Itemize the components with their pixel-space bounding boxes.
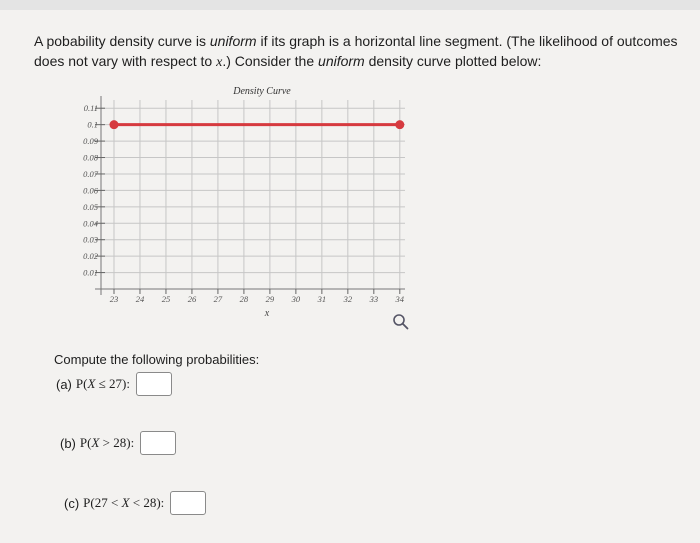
x-tick-label: 31 xyxy=(317,294,327,304)
question-a xyxy=(56,372,172,396)
question-a-variable: X xyxy=(87,376,96,391)
question-b-expression xyxy=(80,435,134,451)
intro-text-3: .) Consider the xyxy=(222,53,319,69)
density-endpoint xyxy=(395,120,404,129)
y-tick-label: 0.07 xyxy=(83,168,98,179)
question-b-variable: X xyxy=(91,435,100,450)
y-tick-label: 0.06 xyxy=(83,185,98,196)
question-a-expr-pre: P( xyxy=(75,376,88,391)
question-b-expr-pre: P( xyxy=(79,435,92,450)
question-c-expression xyxy=(83,495,164,511)
question-c-expr-pre: P(27 < xyxy=(83,495,122,510)
y-tick-label: 0.04 xyxy=(83,218,98,229)
y-tick-label: 0.01 xyxy=(83,267,98,278)
question-c-variable: X xyxy=(121,495,130,510)
question-c xyxy=(64,491,206,515)
question-a-label: (a) xyxy=(56,376,72,392)
y-tick-label: 0.02 xyxy=(83,251,98,262)
y-tick-label: 0.09 xyxy=(83,136,98,147)
question-b xyxy=(60,431,176,455)
y-tick-label: 0.05 xyxy=(83,201,98,212)
x-tick-label: 24 xyxy=(135,294,145,304)
magnifier-icon[interactable] xyxy=(392,313,410,331)
y-tick-label: 0.1 xyxy=(87,119,98,130)
question-b-label: (b) xyxy=(60,435,76,451)
intro-variable: x xyxy=(216,55,223,70)
question-c-expr-post: < 28): xyxy=(129,495,165,510)
y-tick-label: 0.08 xyxy=(83,152,98,163)
question-a-expression xyxy=(76,376,130,392)
x-tick-label: 27 xyxy=(213,294,223,304)
x-tick-label: 34 xyxy=(395,294,405,304)
y-tick-label: 0.03 xyxy=(83,234,98,245)
answer-input-c[interactable] xyxy=(170,491,206,515)
questions-prompt: Compute the following probabilities: xyxy=(54,352,260,367)
answer-input-b[interactable] xyxy=(140,431,176,455)
x-tick-labels xyxy=(110,289,405,304)
chart-series xyxy=(109,120,404,129)
x-tick-label: 32 xyxy=(343,294,353,304)
intro-text-2: if its graph is a horizontal line segment. (The likelihood of outcomes does not vary with respect to xyxy=(34,33,678,69)
x-tick-label: 25 xyxy=(161,294,171,304)
x-tick-label: 33 xyxy=(369,294,379,304)
density-endpoint xyxy=(109,120,118,129)
x-tick-label: 26 xyxy=(187,294,197,304)
chart-title: Density Curve xyxy=(233,86,291,97)
x-tick-label: 30 xyxy=(291,294,301,304)
y-tick-label: 0.11 xyxy=(83,103,98,114)
intro-emphasis-1: uniform xyxy=(209,33,257,49)
chart-grid xyxy=(101,100,405,289)
question-b-expr-post: > 28): xyxy=(99,435,135,450)
x-axis-label: x xyxy=(264,308,270,319)
x-tick-label: 23 xyxy=(109,294,119,304)
y-tick-labels xyxy=(83,103,105,277)
intro-text-1: A pobability density curve is xyxy=(34,33,210,49)
x-tick-label: 29 xyxy=(265,294,275,304)
intro-text-4: density curve plotted below: xyxy=(364,53,542,69)
intro-emphasis-2: uniform xyxy=(318,53,365,69)
x-tick-label: 28 xyxy=(239,294,249,304)
answer-input-a[interactable] xyxy=(136,372,172,396)
question-a-expr-post: ≤ 27): xyxy=(95,376,130,391)
question-c-label: (c) xyxy=(64,495,80,511)
